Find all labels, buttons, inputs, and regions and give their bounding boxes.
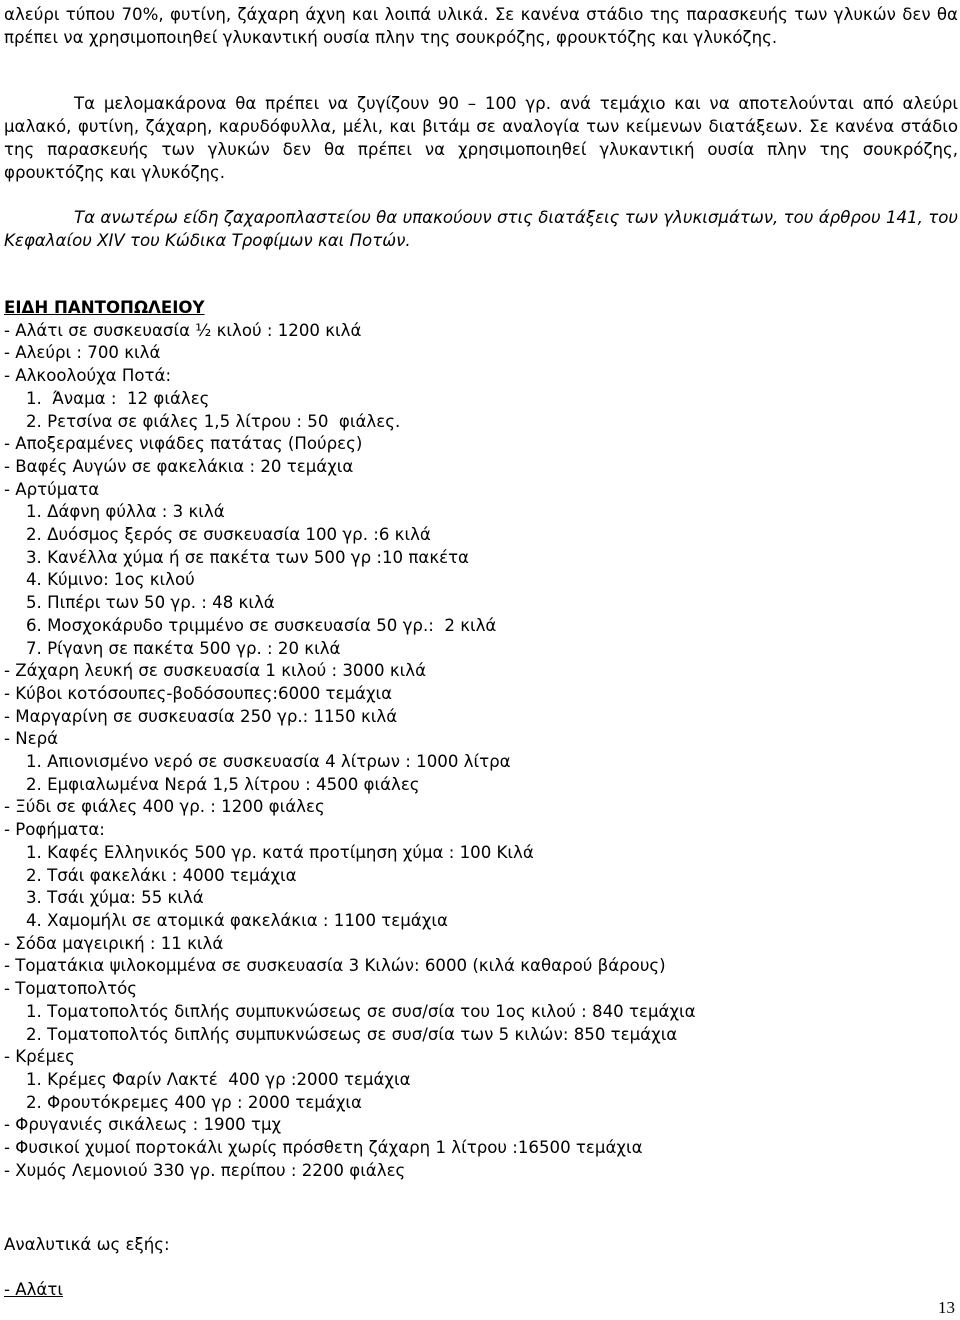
list-subitem: 3. Κανέλλα χύμα ή σε πακέτα των 500 γρ :10 πακέτα xyxy=(26,547,469,567)
list-item: - Αλάτι σε συσκευασία ½ κιλού : 1200 κιλά xyxy=(4,320,362,340)
list-subitem: 2. Τοματοπολτός διπλής συμπυκνώσεως σε συσ/σία των 5 κιλών: 850 τεμάχια xyxy=(26,1024,678,1044)
list-subitem: 2. Δυόσμος ξερός σε συσκευασία 100 γρ. :6 κιλά xyxy=(26,525,431,545)
list-item: - Φρυγανιές σικάλεως : 1900 τμχ xyxy=(4,1115,282,1135)
list-subitem: 1. Άναμα : 12 φιάλες xyxy=(26,388,210,408)
list-subitem: 1. Καφές Ελληνικός 500 γρ. κατά προτίμηση χύμα : 100 Κιλά xyxy=(26,842,534,862)
list-subitem: 2. Εμφιαλωμένα Νερά 1,5 λίτρου : 4500 φιάλες xyxy=(26,774,420,794)
list-subitem: 6. Μοσχοκάρυδο τριμμένο σε συσκευασία 50 γρ.: 2 κιλά xyxy=(26,615,497,635)
paragraph-continued: αλεύρι τύπου 70%, φυτίνη, ζάχαρη άχνη και λοιπά υλικά. Σε κανένα στάδιο της παρασκευής των γλυκών δεν θα πρέπει να χρησιμοποιηθεί γλυκαντική ουσία πλην της σουκρόζης, φρουκτόζης και γλυκόζης. xyxy=(4,5,958,47)
list-subitem: 2. Τσάι φακελάκι : 4000 τεμάχια xyxy=(26,865,297,885)
closing-item-label: - Αλάτι xyxy=(4,1280,63,1299)
list-item: - Αποξεραμένες νιφάδες πατάτας (Πούρες) xyxy=(4,434,363,454)
list-item: - Αρτύματα xyxy=(4,479,100,499)
list-item: - Χυμός Λεμονιού 330 γρ. περίπου : 2200 φιάλες xyxy=(4,1160,406,1180)
list-item: - Ζάχαρη λευκή σε συσκευασία 1 κιλού : 3000 κιλά xyxy=(4,661,427,681)
list-item: - Μαργαρίνη σε συσκευασία 250 γρ.: 1150 κιλά xyxy=(4,706,398,726)
list-item: - Νερά xyxy=(4,729,59,749)
page-number: 13 xyxy=(938,1298,955,1317)
closing-text: Αναλυτικά ως εξής: xyxy=(4,1235,170,1254)
list-item: - Κρέμες xyxy=(4,1047,75,1067)
list-item: - Τοματάκια ψιλοκομμένα σε συσκευασία 3 Κιλών: 6000 (κιλά καθαρού βάρους) xyxy=(4,956,666,976)
closing-item xyxy=(4,1278,958,1301)
list-item: - Βαφές Αυγών σε φακελάκια : 20 τεμάχια xyxy=(4,456,354,476)
list-subitem: 1. Απιονισμένο νερό σε συσκευασία 4 λίτρων : 1000 λίτρα xyxy=(26,752,511,772)
grocery-list xyxy=(4,297,958,1182)
paragraph-regulations: Τα ανωτέρω είδη ζαχαροπλαστείου θα υπακούουν στις διατάξεις των γλυκισμάτων, του άρθρου 141, του Κεφαλαίου XIV του Κώδικα Τροφίμων και Ποτών. xyxy=(4,208,958,250)
list-subitem: 5. Πιπέρι των 50 γρ. : 48 κιλά xyxy=(26,593,275,613)
section-heading: ΕΙΔΗ ΠΑΝΤΟΠΩΛΕΙΟΥ xyxy=(4,298,205,317)
list-item: - Ροφήματα: xyxy=(4,820,105,840)
list-item: - Τοματοπολτός xyxy=(4,979,138,999)
list-item: - Αλεύρι : 700 κιλά xyxy=(4,343,161,363)
list-item: - Σόδα μαγειρική : 11 κιλά xyxy=(4,933,224,953)
list-subitem: 2. Ρετσίνα σε φιάλες 1,5 λίτρου : 50 φιάλες. xyxy=(26,411,401,431)
list-subitem: 7. Ρίγανη σε πακέτα 500 γρ. : 20 κιλά xyxy=(26,638,341,658)
list-item: - Φυσικοί χυμοί πορτοκάλι χωρίς πρόσθετη ζάχαρη 1 λίτρου :16500 τεμάχια xyxy=(4,1138,643,1158)
list-subitem: 1. Κρέμες Φαρίν Λακτέ 400 γρ :2000 τεμάχια xyxy=(26,1069,411,1089)
list-subitem: 4. Χαμομήλι σε ατομικά φακελάκια : 1100 τεμάχια xyxy=(26,910,448,930)
list-item: - Ξύδι σε φιάλες 400 γρ. : 1200 φιάλες xyxy=(4,797,325,817)
list-subitem: 3. Τσάι χύμα: 55 κιλά xyxy=(26,888,204,908)
list-item: - Αλκοολούχα Ποτά: xyxy=(4,366,172,386)
list-item: - Κύβοι κοτόσουπες-βοδόσουπες:6000 τεμάχια xyxy=(4,683,393,703)
list-subitem: 4. Κύμινο: 1ος κιλού xyxy=(26,570,195,590)
list-subitem: 2. Φρουτόκρεμες 400 γρ : 2000 τεμάχια xyxy=(26,1092,362,1112)
list-subitem: 1. Τοματοπολτός διπλής συμπυκνώσεως σε συσ/σία του 1ος κιλού : 840 τεμάχια xyxy=(26,1001,696,1021)
paragraph-melomakarona: Τα μελομακάρονα θα πρέπει να ζυγίζουν 90 – 100 γρ. ανά τεμάχιο και να αποτελούνται από αλεύρι μαλακό, φυτίνη, ζάχαρη, καρυδόφυλλα, μέλι, και βιτάμ σε αναλογία των κείμενων διατάξεων. Σε κανένα στάδιο της παρασκευής των γλυκών δεν θα πρέπει να χρησιμοποιηθεί γλυκαντική ουσία πλην της σουκρόζης, φρουκτόζης και γλυκόζης. xyxy=(4,94,958,182)
list-subitem: 1. Δάφνη φύλλα : 3 κιλά xyxy=(26,502,225,522)
